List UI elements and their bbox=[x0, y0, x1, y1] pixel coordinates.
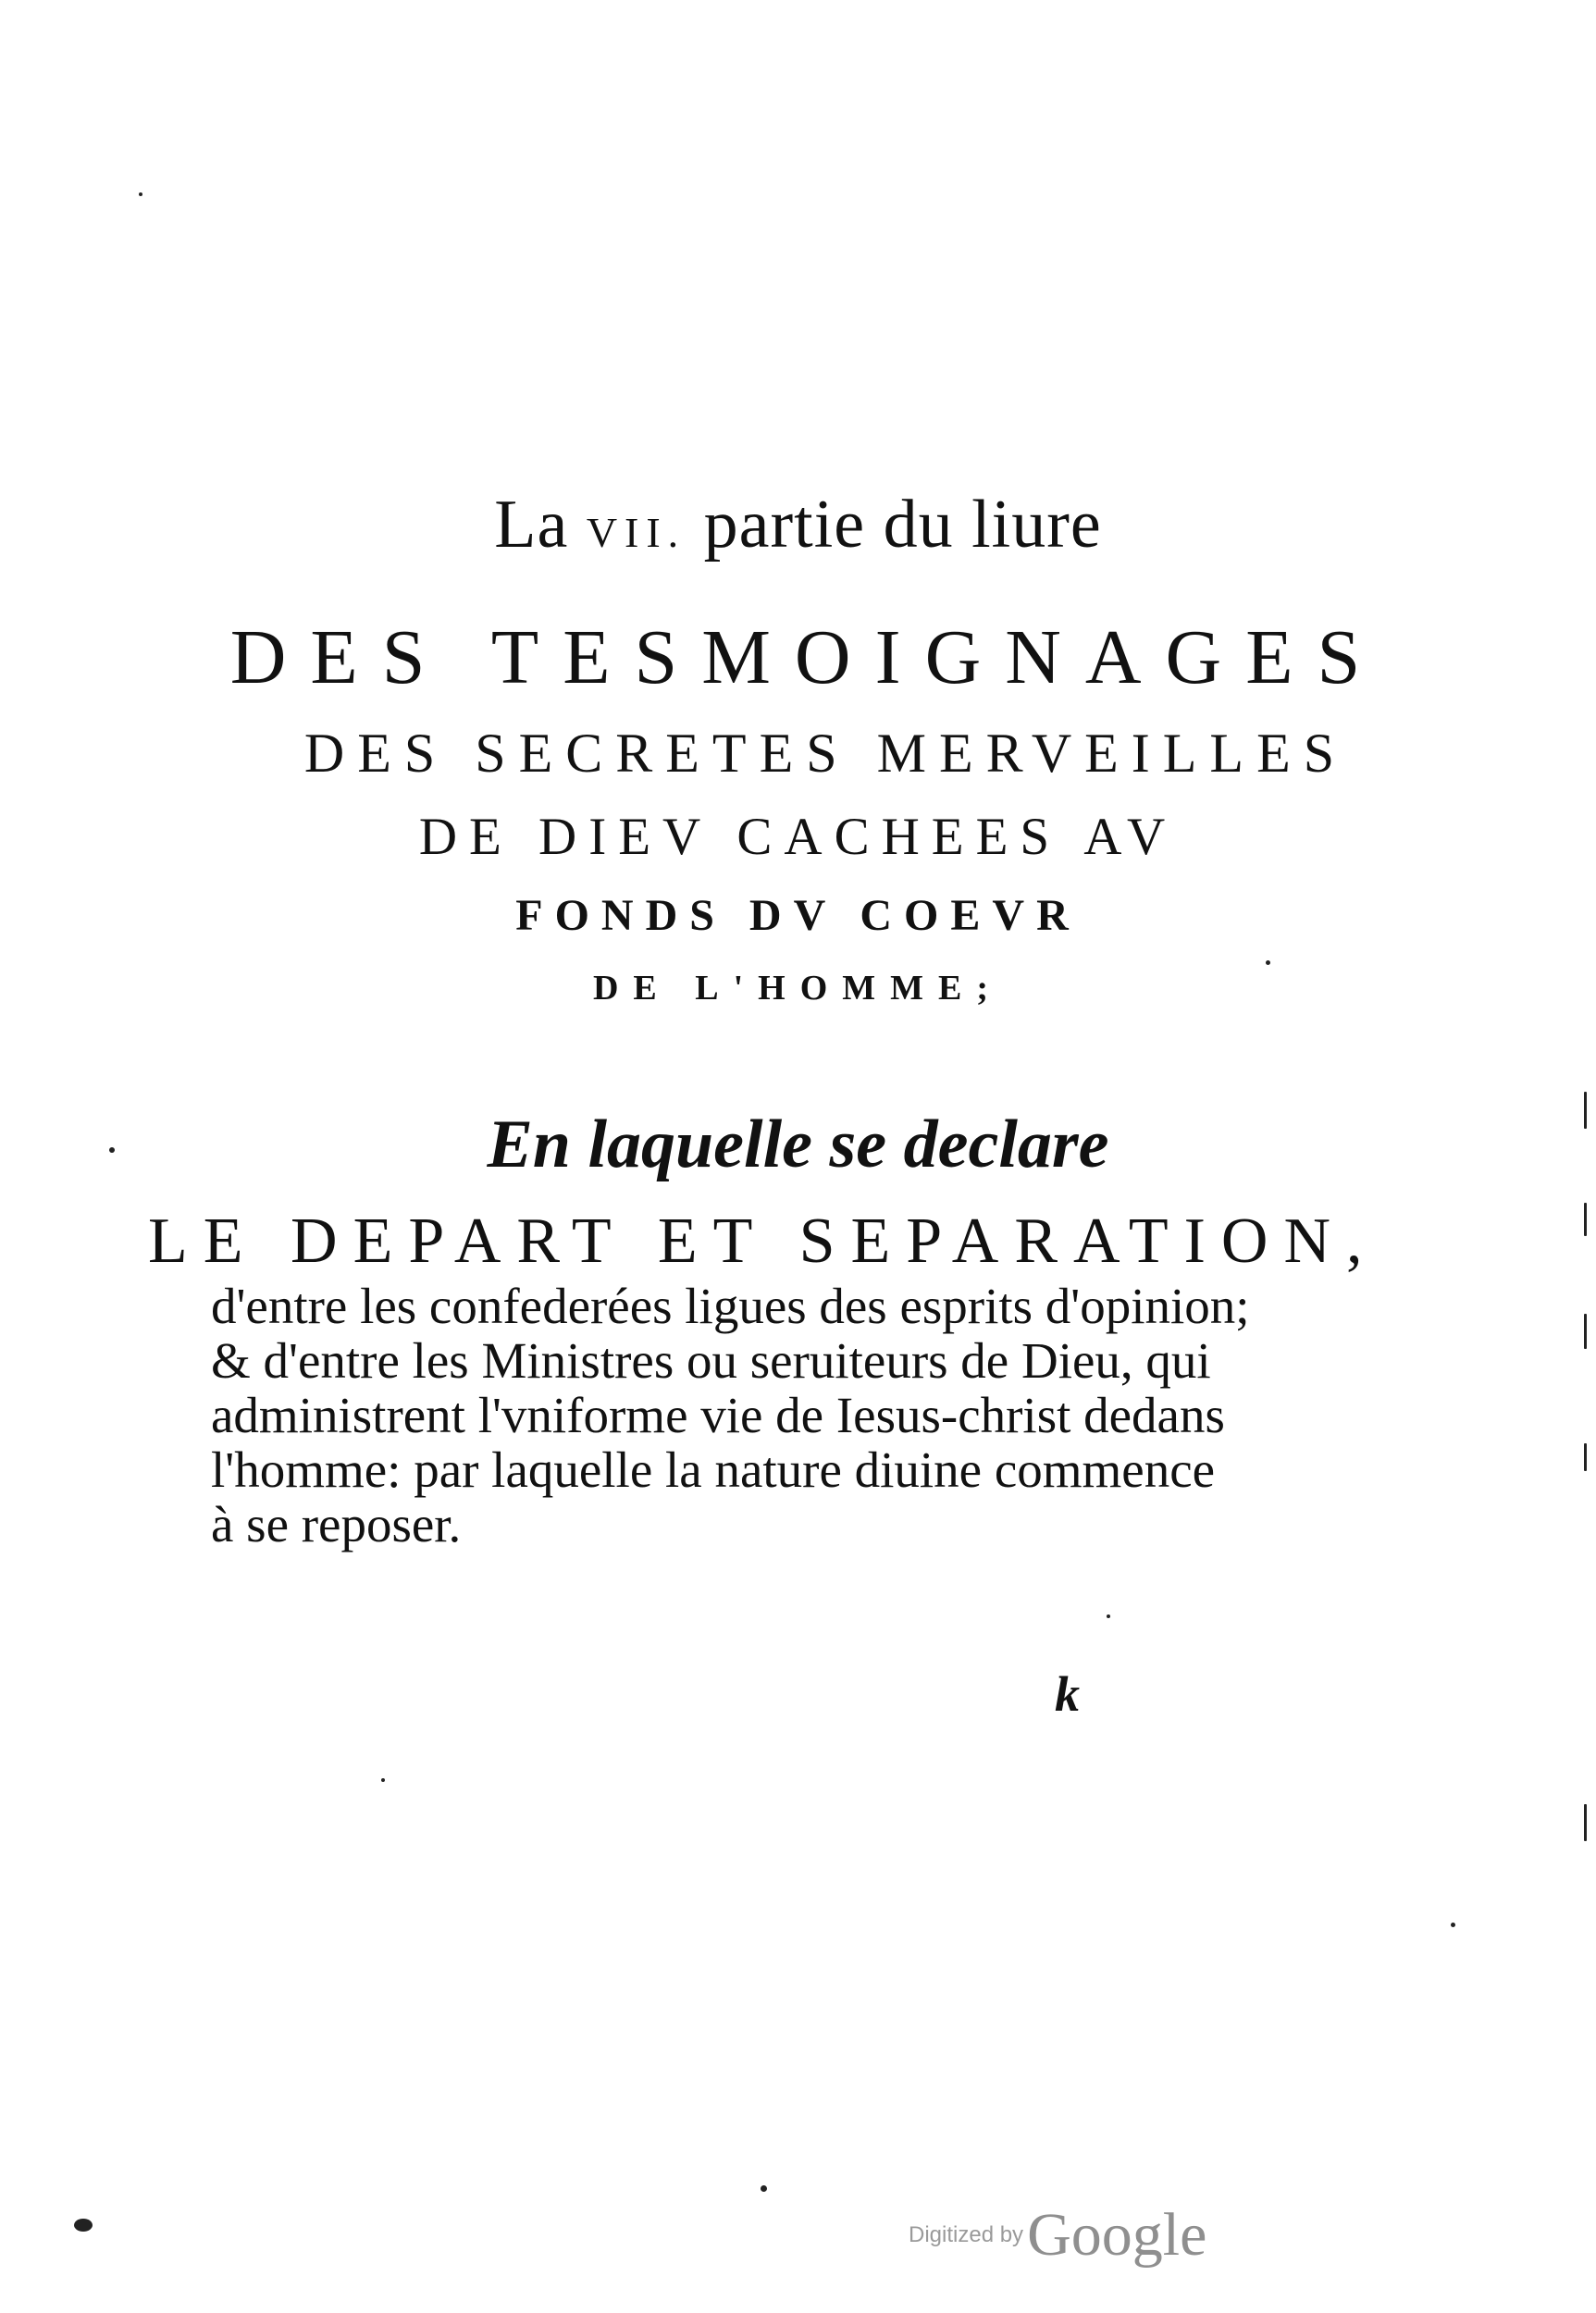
scan-speck bbox=[1584, 1314, 1587, 1349]
body-line: l'homme: par laquelle la nature diuine commence bbox=[211, 1441, 1216, 1498]
scan-speck bbox=[1584, 1443, 1587, 1471]
title-numeral: VII. bbox=[586, 509, 687, 556]
title-line-5: FONDS DV COEVR bbox=[515, 891, 1081, 940]
scan-speck bbox=[139, 192, 142, 196]
title-line-6: DE L'HOMME; bbox=[592, 969, 1004, 1008]
scan-speck bbox=[74, 2219, 93, 2232]
body-paragraph bbox=[148, 1205, 1379, 1552]
title-line-3: DES SECRETES MERVEILLES bbox=[303, 723, 1348, 784]
title-line-1-start: La bbox=[494, 487, 587, 563]
scan-speck bbox=[381, 1778, 385, 1782]
title-line-1-end: partie du liure bbox=[686, 487, 1102, 563]
scan-speck bbox=[1107, 1614, 1110, 1618]
body-lead: LE DEPART ET SEPARATION, bbox=[148, 1206, 1379, 1277]
title-line-4: DE DIEV CACHEES AV bbox=[418, 808, 1178, 866]
body-text bbox=[211, 1279, 1330, 1552]
scan-speck bbox=[109, 1147, 115, 1153]
scan-speck bbox=[1266, 960, 1270, 965]
scan-speck bbox=[1584, 1203, 1587, 1236]
body-line: administrent l'vniforme vie de Iesus-christ dedans bbox=[211, 1387, 1225, 1443]
body-line: & d'entre les Ministres ou seruiteurs de Dieu, qui bbox=[211, 1332, 1211, 1389]
google-logo: Google bbox=[1027, 2201, 1207, 2269]
title-line-2: DES TESMOIGNAGES bbox=[229, 614, 1385, 700]
body-line: à se reposer. bbox=[211, 1496, 462, 1552]
watermark-prefix: Digitized by bbox=[909, 2222, 1024, 2247]
signature-mark: k bbox=[1055, 1666, 1080, 1722]
subtitle: En laquelle se declare bbox=[487, 1107, 1109, 1182]
scan-speck bbox=[761, 2185, 767, 2192]
title-line-1 bbox=[0, 486, 1596, 564]
scan-speck bbox=[1451, 1923, 1455, 1927]
body-line: d'entre les confederées ligues des esprits d'opinion; bbox=[211, 1278, 1250, 1334]
scan-speck bbox=[1584, 1804, 1587, 1841]
scan-speck bbox=[1584, 1092, 1587, 1129]
digitized-watermark bbox=[909, 2200, 1206, 2270]
